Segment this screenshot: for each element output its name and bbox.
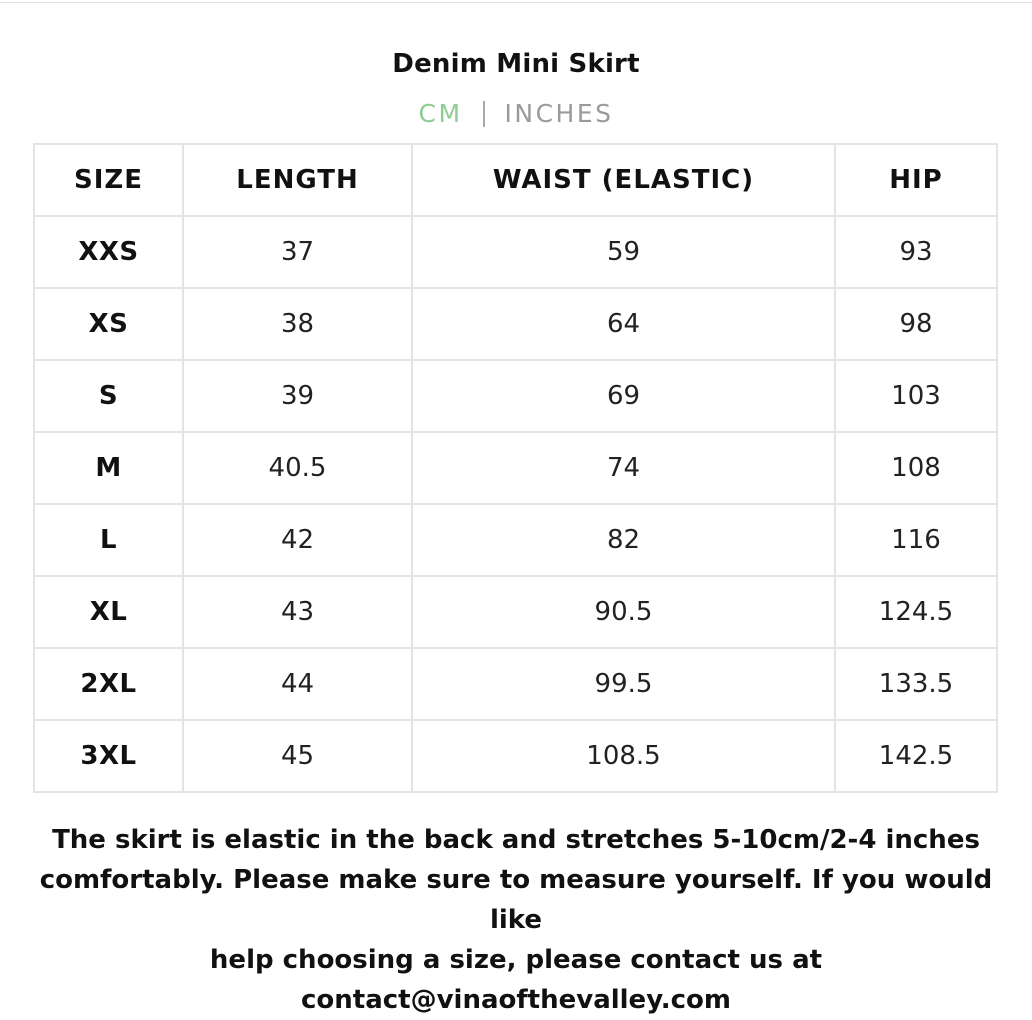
size-cell: XL [34,576,183,648]
length-cell: 38 [183,288,412,360]
contact-email-link[interactable]: contact@vinaofthevalley.com [300,985,731,1015]
sizing-note-line: comfortably. Please make sure to measure yourself. If you would like [39,865,993,935]
hip-cell: 103 [835,360,997,432]
size-cell: 2XL [34,648,183,720]
page-title: Denim Mini Skirt [392,49,640,79]
size-cell: L [34,504,183,576]
table-row [34,216,997,288]
hip-cell: 108 [835,432,997,504]
unit-inches-option[interactable]: INCHES [504,99,614,128]
waist-cell: 69 [412,360,835,432]
unit-cm-option[interactable]: CM [418,99,463,128]
size-cell: S [34,360,183,432]
waist-cell: 108.5 [412,720,835,792]
waist-cell: 82 [412,504,835,576]
table-row [34,360,997,432]
header-waist: WAIST (ELASTIC) [412,144,835,216]
length-cell: 44 [183,648,412,720]
length-cell: 40.5 [183,432,412,504]
size-cell: XS [34,288,183,360]
table-header-row [34,144,997,216]
hip-cell: 93 [835,216,997,288]
sizing-note-line: help choosing a size, please contact us at [209,945,823,975]
hip-cell: 142.5 [835,720,997,792]
length-cell: 42 [183,504,412,576]
header-length: LENGTH [183,144,412,216]
table-row [34,432,997,504]
size-cell: 3XL [34,720,183,792]
length-cell: 39 [183,360,412,432]
hip-cell: 116 [835,504,997,576]
size-cell: M [34,432,183,504]
table-row [34,648,997,720]
sizing-note [20,820,1012,1020]
table-row [34,576,997,648]
table-row [34,288,997,360]
waist-cell: 64 [412,288,835,360]
table-row [34,504,997,576]
waist-cell: 59 [412,216,835,288]
sizing-note-line: The skirt is elastic in the back and stretches 5-10cm/2-4 inches [52,825,980,855]
waist-cell: 74 [412,432,835,504]
top-divider [0,2,1032,3]
header-hip: HIP [835,144,997,216]
header-size: SIZE [34,144,183,216]
hip-cell: 124.5 [835,576,997,648]
unit-separator [483,101,485,127]
table-row [34,720,997,792]
length-cell: 45 [183,720,412,792]
length-cell: 37 [183,216,412,288]
hip-cell: 133.5 [835,648,997,720]
waist-cell: 99.5 [412,648,835,720]
hip-cell: 98 [835,288,997,360]
waist-cell: 90.5 [412,576,835,648]
unit-toggle [0,97,1032,131]
length-cell: 43 [183,576,412,648]
size-cell: XXS [34,216,183,288]
size-chart-table [33,143,998,793]
